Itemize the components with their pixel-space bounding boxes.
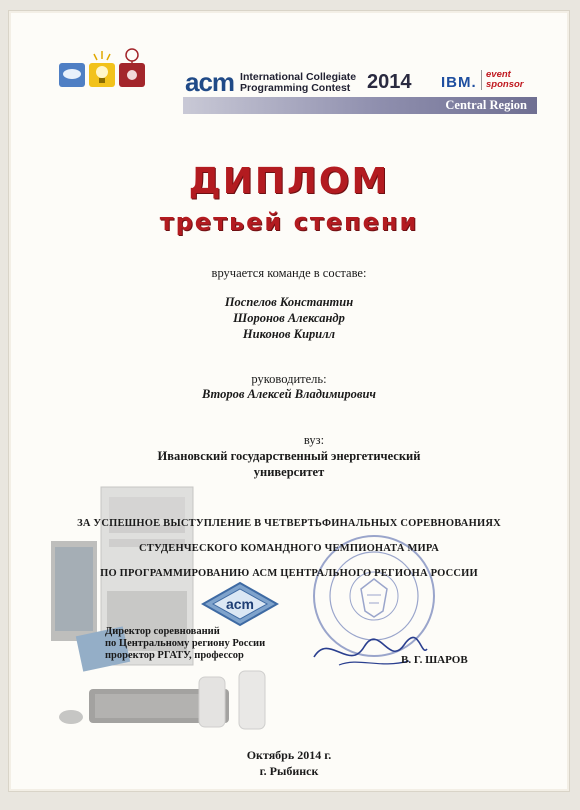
team-member: Шоронов Александр bbox=[233, 311, 345, 325]
acm-badge-text: acm bbox=[225, 596, 255, 612]
signer-name: В. Г. ШАРОВ bbox=[401, 654, 468, 666]
signature-scribble bbox=[309, 627, 429, 677]
head-logo-icon bbox=[119, 49, 145, 87]
diploma-sheet bbox=[8, 10, 570, 792]
university-label: вуз: bbox=[303, 433, 325, 447]
diploma-degree: третьей степени bbox=[159, 208, 419, 236]
coach-name: Второв Алексей Владимирович bbox=[202, 387, 376, 401]
diploma-title: ДИПЛОМ bbox=[188, 161, 390, 202]
merit-line: СТУДЕНЧЕСКОГО КОМАНДНОГО ЧЕМПИОНАТА МИРА bbox=[139, 543, 439, 554]
icpc-name: International Collegiate Programming Contest bbox=[240, 70, 357, 94]
acm-wordmark: acm bbox=[185, 67, 235, 97]
contest-logos bbox=[57, 47, 149, 95]
contest-year: 2014 bbox=[367, 71, 412, 93]
team-intro: вручается команде в составе: bbox=[211, 266, 367, 280]
cloud-logo-icon bbox=[59, 63, 85, 87]
acm-icpc-brand bbox=[185, 67, 356, 98]
issue-city: г. Рыбинск bbox=[259, 764, 319, 778]
team-member: Поспелов Константин bbox=[224, 295, 354, 309]
merit-line: ПО ПРОГРАММИРОВАНИЮ АСМ ЦЕНТРАЛЬНОГО РЕГИОНА РОССИИ bbox=[100, 568, 478, 579]
acm-diamond-icon bbox=[201, 581, 279, 627]
team-member: Никонов Кирилл bbox=[242, 327, 336, 341]
issue-date: Октябрь 2014 г. bbox=[246, 748, 332, 762]
director-title: Директор соревнований по Центральному региону России проректор РГАТУ, профессор bbox=[105, 626, 266, 661]
coach-label: руководитель: bbox=[251, 372, 327, 386]
region-banner bbox=[183, 97, 537, 114]
ibm-logo: IBM. bbox=[441, 74, 477, 91]
university-name-line2: университет bbox=[253, 465, 325, 479]
merit-line: ЗА УСПЕШНОЕ ВЫСТУПЛЕНИЕ В ЧЕТВЕРТЬФИНАЛЬНЫХ СОРЕВНОВАНИЯХ bbox=[77, 518, 501, 529]
event-sponsor-label: event sponsor bbox=[481, 70, 523, 90]
bulb-logo-icon bbox=[89, 51, 115, 87]
region-label: Central Region bbox=[445, 98, 527, 112]
university-name-line1: Ивановский государственный энергетический bbox=[157, 449, 421, 463]
